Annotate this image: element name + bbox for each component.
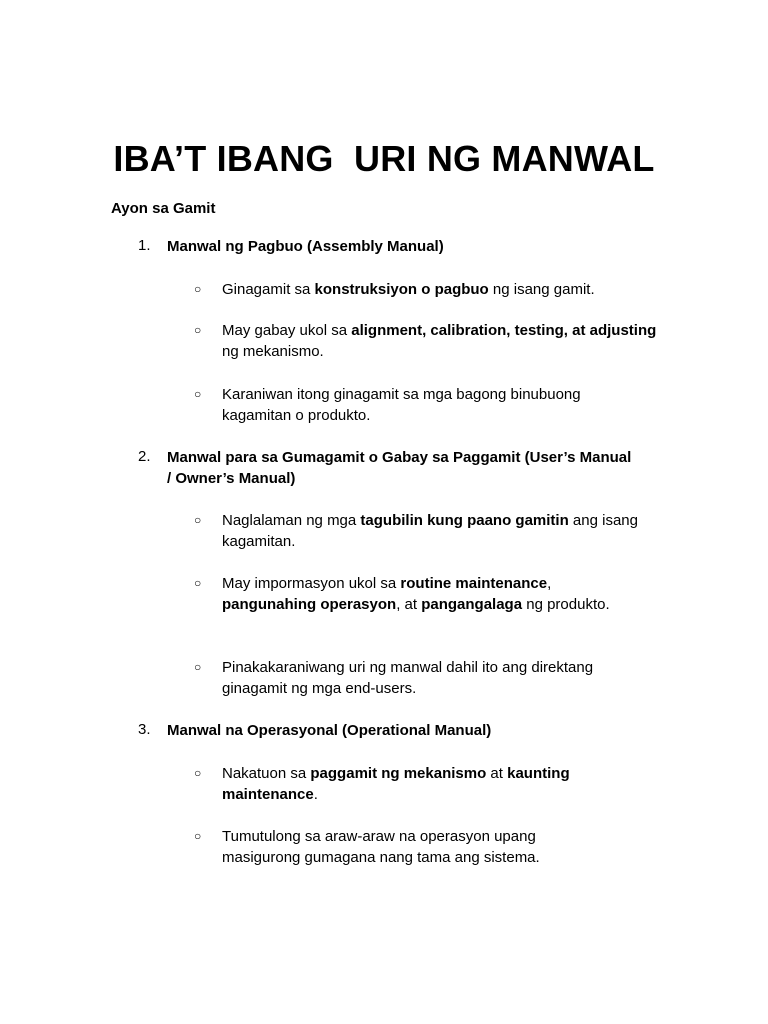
list-item: Naglalaman ng mga tagubilin kung paano gamitin ang isang kagamitan. (222, 512, 638, 550)
list-number: 3. (138, 721, 151, 738)
bullet-icon: ○ (194, 766, 202, 780)
list-item: Pinakakaraniwang uri ng manwal dahil ito ang direktang ginagamit ng mga end-users. (222, 659, 594, 697)
bullet-icon: ○ (194, 829, 202, 843)
bullet-icon: ○ (194, 282, 202, 296)
list-item: Nakatuon sa paggamit ng mekanismo at kaunting maintenance. (222, 765, 570, 803)
list-item-title: Manwal na Operasyonal (Operational Manual) (167, 722, 492, 739)
bullet-icon: ○ (194, 513, 202, 527)
bullet-icon: ○ (194, 387, 202, 401)
list-item: Ginagamit sa konstruksiyon o pagbuo ng isang gamit. (222, 281, 595, 298)
bullet-icon: ○ (194, 660, 202, 674)
list-item: May impormasyon ukol sa routine maintenance, pangunahing operasyon, at pangangalaga ng produkto. (222, 575, 610, 613)
section-heading: Ayon sa Gamit (111, 200, 216, 217)
document-title: IBA’T IBANG URI NG MANWAL (113, 138, 655, 179)
list-item-title: Manwal ng Pagbuo (Assembly Manual) (167, 238, 444, 255)
list-item: Karaniwan itong ginagamit sa mga bagong binubuong kagamitan o produkto. (222, 386, 581, 424)
bullet-icon: ○ (194, 576, 202, 590)
list-number: 2. (138, 448, 151, 465)
list-item-title: Manwal para sa Gumagamit o Gabay sa Paggamit (User’s Manual / Owner’s Manual) (167, 449, 632, 487)
bullet-icon: ○ (194, 323, 202, 337)
list-item: May gabay ukol sa alignment, calibration, testing, at adjusting ng mekanismo. (222, 322, 657, 360)
list-item: Tumutulong sa araw-araw na operasyon upang masigurong gumagana nang tama ang sistema. (222, 828, 540, 866)
list-number: 1. (138, 237, 151, 254)
